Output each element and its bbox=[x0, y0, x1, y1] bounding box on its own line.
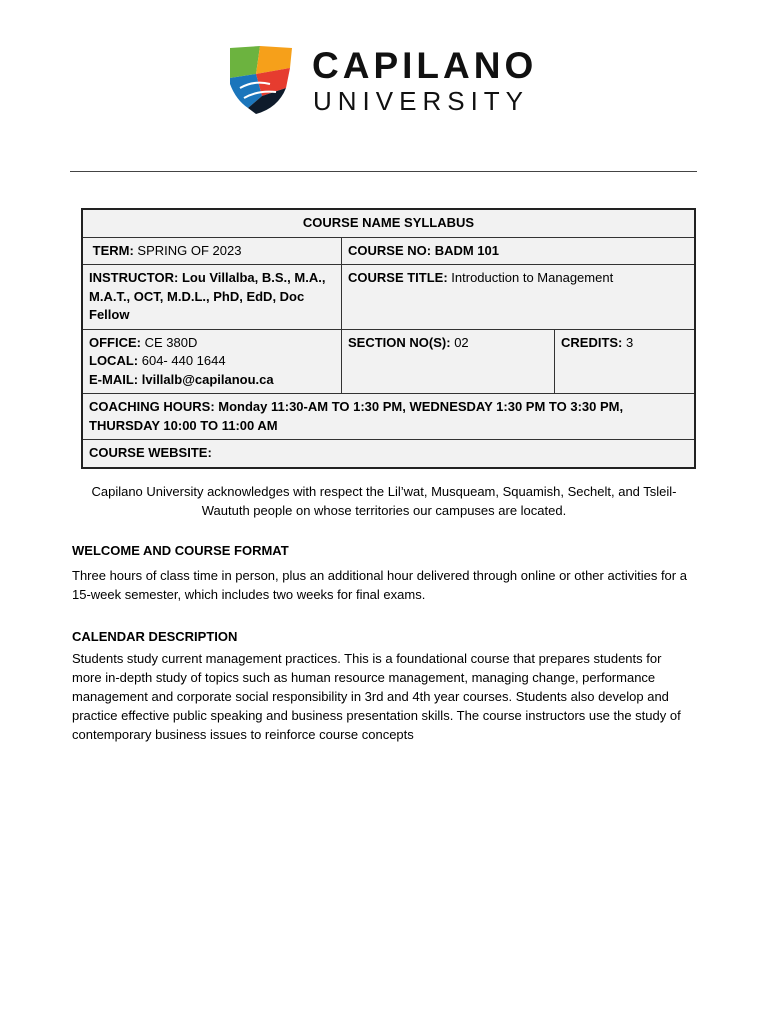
credits-cell bbox=[555, 329, 696, 394]
welcome-body: Three hours of class time in person, plus an additional hour delivered through online or other activities for a 15-week semester, which includes two weeks for final exams. bbox=[72, 568, 687, 602]
section-value: 02 bbox=[454, 334, 469, 350]
capilano-logo bbox=[226, 44, 556, 118]
table-header: COURSE NAME SYLLABUS bbox=[82, 209, 695, 237]
coaching-hours-cell: COACHING HOURS: Monday 11:30-AM TO 1:30 PM, WEDNESDAY 1:30 PM TO 3:30 PM, THURSDAY 10:00 TO 11:00 AM bbox=[82, 394, 695, 440]
email-label: E-MAIL: bbox=[89, 371, 139, 387]
calendar-body: Students study current management practices. This is a foundational course that prepares students for more in-depth study of topics such as human resource management, managing change, performance management and corporate social responsibility in 3rd and 4th year courses. Students also develop and practice effective public speaking and business presentation skills. The course instructors use the study of contemporary business issues to reinforce course concepts bbox=[72, 651, 681, 742]
course-no-value: BADM 101 bbox=[434, 242, 499, 258]
course-no-label: COURSE NO: bbox=[348, 242, 432, 258]
course-title-label: COURSE TITLE: bbox=[348, 270, 448, 285]
logo-wordmark-line1: CAPILANO bbox=[312, 45, 538, 86]
section-cell bbox=[342, 329, 555, 394]
email-value[interactable]: lvillalb@capilanou.ca bbox=[141, 371, 274, 387]
land-acknowledgement: Capilano University acknowledges with respect the Lil’wat, Musqueam, Squamish, Sechelt, and Tsleil-Waututh people on whose territories our campuses are located. bbox=[91, 484, 677, 518]
contact-cell bbox=[82, 329, 342, 394]
capilano-emblem-icon bbox=[226, 44, 294, 116]
course-title-value: Introduction to Management bbox=[451, 270, 614, 285]
office-label: OFFICE: bbox=[89, 334, 141, 350]
credits-value: 3 bbox=[626, 334, 634, 350]
section-label: SECTION NO(S): bbox=[348, 334, 451, 350]
syllabus-info-table bbox=[81, 208, 696, 469]
course-no-cell bbox=[342, 237, 696, 265]
credits-label: CREDITS: bbox=[561, 334, 623, 350]
instructor-cell bbox=[82, 265, 342, 330]
course-title-cell bbox=[342, 265, 696, 330]
header-divider bbox=[70, 171, 697, 172]
welcome-heading: WELCOME AND COURSE FORMAT bbox=[72, 543, 289, 558]
course-website-cell: COURSE WEBSITE: bbox=[82, 440, 695, 468]
term-label: TERM: bbox=[92, 242, 134, 258]
term-cell bbox=[82, 237, 342, 265]
office-value: CE 380D bbox=[144, 334, 198, 350]
term-value: SPRING OF 2023 bbox=[137, 242, 242, 258]
calendar-heading: CALENDAR DESCRIPTION bbox=[72, 629, 238, 644]
instructor-label: INSTRUCTOR: bbox=[89, 270, 179, 285]
logo-wordmark-line2: UNIVERSITY bbox=[313, 86, 530, 116]
local-value: 604- 440 1644 bbox=[141, 353, 226, 368]
local-label: LOCAL: bbox=[89, 353, 139, 368]
instructor-value: Lou Villalba, B.S., M.A., M.A.T., OCT, M.D.L., PhD, EdD, Doc Fellow bbox=[89, 270, 326, 322]
